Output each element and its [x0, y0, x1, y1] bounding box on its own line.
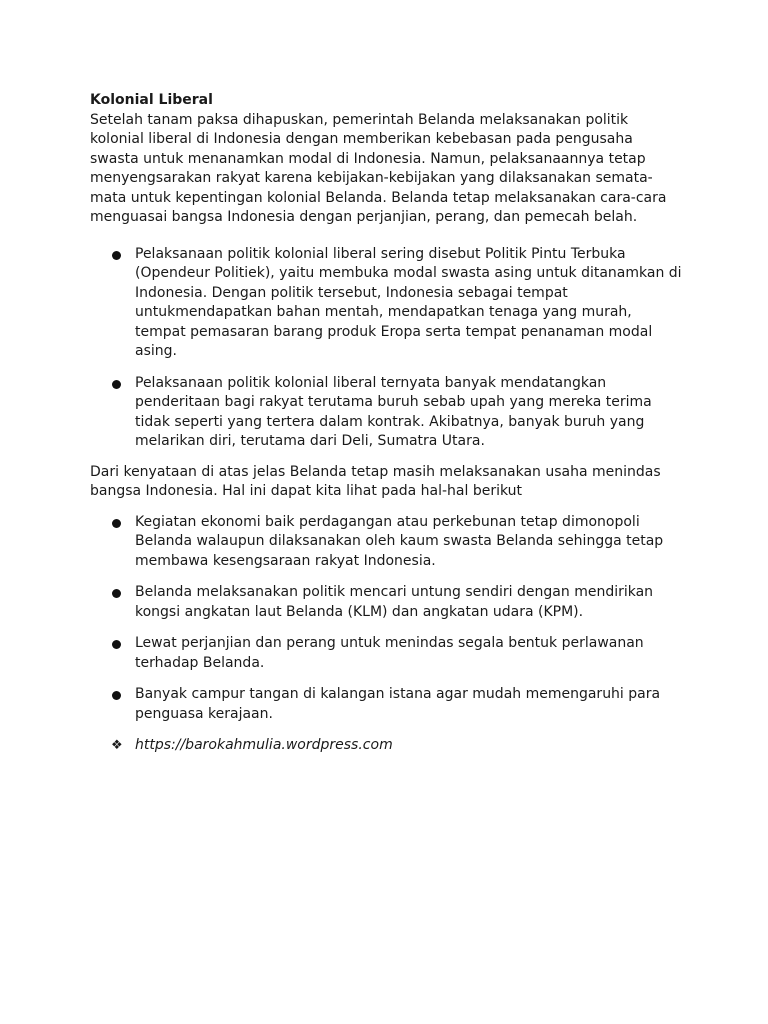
- list-item-line: (Opendeur Politiek), yaitu membuka modal swasta asing untuk ditanamkan di: [135, 265, 682, 281]
- intro-line: Setelah tanam paksa dihapuskan, pemerintah Belanda melaksanakan politik: [90, 111, 629, 128]
- list-item-line: Pelaksanaan politik kolonial liberal ternyata banyak mendatangkan: [135, 374, 607, 391]
- list-item-line: tidak seperti yang tertera dalam kontrak. Akibatnya, banyak buruh yang: [135, 413, 645, 430]
- list-item: [90, 374, 690, 452]
- source-link[interactable]: https://barokahmulia.wordpress.com: [135, 737, 393, 753]
- intro-paragraph: [90, 111, 690, 228]
- list-item: [90, 685, 690, 724]
- list-item: [90, 513, 690, 572]
- bullet-icon: [112, 589, 121, 598]
- intro-line: mata untuk kepentingan kolonial Belanda. Belanda tetap melaksanakan cara-cara: [90, 189, 667, 206]
- middle-line: Dari kenyataan di atas jelas Belanda tetap masih melaksanakan usaha menindas: [90, 463, 661, 480]
- list-item-line: tempat pemasaran barang produk Eropa serta tempat penanaman modal: [135, 323, 653, 340]
- intro-line: menguasai bangsa Indonesia dengan perjanjian, perang, dan pemecah belah.: [90, 209, 638, 225]
- middle-paragraph: [90, 463, 690, 502]
- list-item-line: Indonesia. Dengan politik tersebut, Indonesia sebagai tempat: [135, 284, 568, 301]
- bullet-icon: [112, 251, 121, 260]
- list-item-line: Kegiatan ekonomi baik perdagangan atau perkebunan tetap dimonopoli: [135, 513, 640, 530]
- intro-line: swasta untuk menanamkan modal di Indonesia. Namun, pelaksanaannya tetap: [90, 150, 646, 167]
- list-item: [90, 583, 690, 622]
- list-item: [90, 634, 690, 673]
- list-item-line: membawa kesengsaraan rakyat Indonesia.: [135, 552, 436, 569]
- bullet-icon: [112, 691, 121, 700]
- list-item-line: Belanda melaksanakan politik mencari untung sendiri dengan mendirikan: [135, 584, 654, 600]
- bullet-icon: [112, 640, 121, 649]
- list-item-line: Lewat perjanjian dan perang untuk menindas segala bentuk perlawanan: [135, 635, 644, 651]
- document-page: [90, 91, 690, 768]
- bullet-list-penindasan: [90, 513, 690, 756]
- document-title: Kolonial Liberal: [90, 92, 213, 108]
- bullet-icon: [112, 519, 121, 528]
- intro-line: menyengsarakan rakyat karena kebijakan-kebijakan yang dilaksanakan semata-: [90, 170, 653, 186]
- intro-line: kolonial liberal di Indonesia dengan memberikan kebebasan pada pengusaha: [90, 131, 633, 147]
- list-item-line: untukmendapatkan bahan mentah, mendapatkan tenaga yang murah,: [135, 304, 632, 320]
- list-item-line: asing.: [135, 343, 177, 359]
- list-item-line: Belanda walaupun dilaksanakan oleh kaum swasta Belanda sehingga tetap: [135, 533, 664, 549]
- list-item-line: terhadap Belanda.: [135, 654, 265, 671]
- list-item-line: penderitaan bagi rakyat terutama buruh sebab upah yang mereka terima: [135, 394, 652, 410]
- middle-line: bangsa Indonesia. Hal ini dapat kita lihat pada hal-hal berikut: [90, 483, 523, 499]
- source-item: [90, 736, 690, 756]
- bullet-list-politik: [90, 245, 690, 452]
- bullet-icon: [112, 380, 121, 389]
- list-item-line: penguasa kerajaan.: [135, 705, 273, 722]
- list-item-line: melarikan diri, terutama dari Deli, Sumatra Utara.: [135, 433, 485, 449]
- list-item-line: Pelaksanaan politik kolonial liberal sering disebut Politik Pintu Terbuka: [135, 245, 626, 262]
- list-item-line: Banyak campur tangan di kalangan istana agar mudah memengaruhi para: [135, 686, 661, 702]
- list-item: [90, 245, 690, 362]
- list-item-line: kongsi angkatan laut Belanda (KLM) dan angkatan udara (KPM).: [135, 603, 584, 620]
- four-diamond-icon: ❖: [111, 738, 123, 753]
